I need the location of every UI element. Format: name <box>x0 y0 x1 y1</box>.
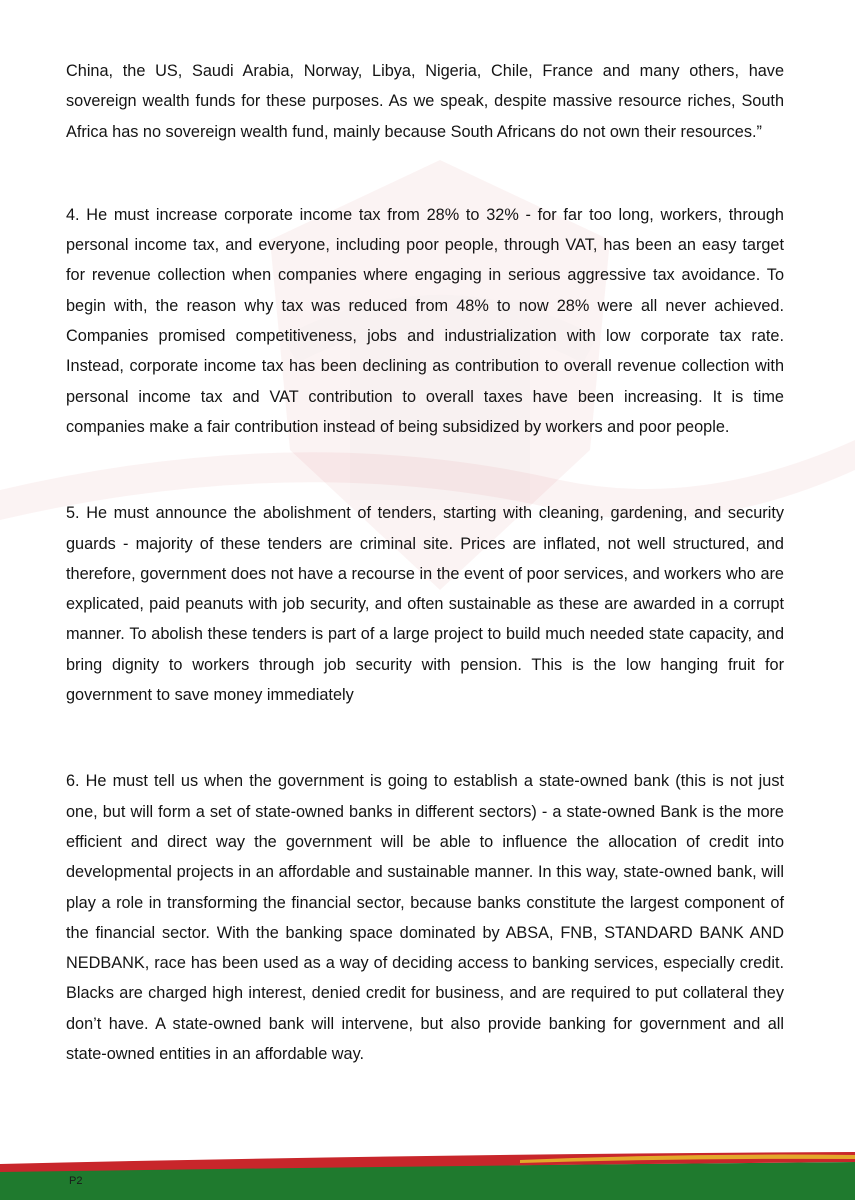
footer-decorative-band <box>0 1150 855 1200</box>
paragraph-state-owned-bank: 6. He must tell us when the government is going to establish a state-owned bank (this is not just one, but will form a set of state-owned banks in different sectors) - a state-owned Bank is the more efficient and direct way the government will be able to influence the allocation of credit into developmental projects in an affordable and sustainable manner. In this way, state-owned bank, will play a role in transforming the financial sector, because banks constitute the largest component of the financial sector. With the banking space dominated by ABSA, FNB, STANDARD BANK AND NEDBANK, race has been used as a way of deciding access to banking services, especially credit. Blacks are charged high interest, denied credit for business, and are required to put collateral they don’t have. A state-owned bank will intervene, but also provide banking for government and all state-owned entities in an affordable way. <box>66 772 784 1064</box>
paragraph-corporate-income-tax: 4. He must increase corporate income tax from 28% to 32% - for far too long, workers, through personal income tax, and everyone, including poor people, through VAT, has been an easy target for revenue collection when companies where engaging in serious aggressive tax avoidance. To begin with, the reason why tax was reduced from 48% to now 28% were all never achieved. Companies promised competitiveness, jobs and industrialization with low corporate tax rate. Instead, corporate income tax has been declining as contribution to overall revenue collection with personal income tax and VAT contribution to overall taxes have been increasing. It is time companies make a fair contribution instead of being subsidized by workers and poor people. <box>66 205 784 436</box>
paragraph-sovereign-wealth-fund: China, the US, Saudi Arabia, Norway, Libya, Nigeria, Chile, France and many others, have sovereign wealth funds for these purposes. As we speak, despite massive resource riches, South Africa has no sovereign wealth fund, mainly because South Africans do not own their resources.” <box>66 62 784 141</box>
paragraph-abolish-tenders: 5. He must announce the abolishment of tenders, starting with cleaning, gardening, and security guards - majority of these tenders are criminal site. Prices are inflated, not well structured, and therefore, government does not have a recourse in the event of poor services, and workers who are explicated, paid peanuts with job security, and often sustainable as these are awarded in a corrupt manner. To abolish these tenders is part of a large project to build much needed state capacity, and bring dignity to workers through job security with pension. This is the low hanging fruit for government to save money immediately <box>66 504 784 705</box>
document-body <box>66 56 784 1069</box>
page-number: P2 <box>69 1175 83 1187</box>
